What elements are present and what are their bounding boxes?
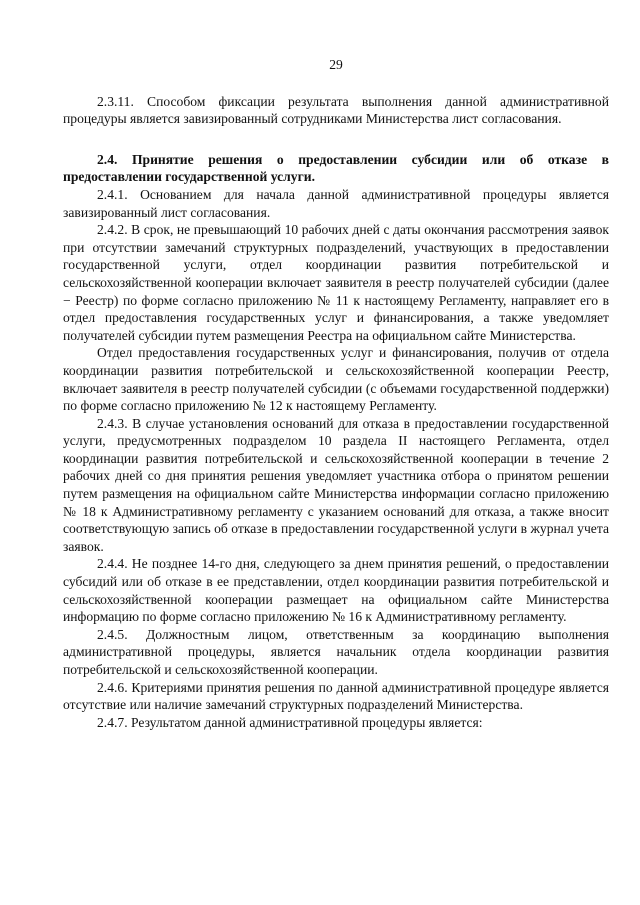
document-page [63, 56, 609, 731]
paragraph-2-4-2: 2.4.2. В срок, не превышающий 10 рабочих дней с даты окончания рассмотрения заявок при отсутствии замечаний структурных подразделений, участвующих в предоставлении государственной услуги, отдел координации развития потребительской и сельскохозяйственной кооперации включает заявителя в реестр получателей субсидии (далее − Реестр) по форме согласно приложению № 11 к настоящему Регламенту, направляет его в отдел предоставления государственных услуг и финансирования, а также уведомляет получателей субсидии путем размещения Реестра на официальном сайте Министерства. [63, 222, 609, 343]
paragraph-2-4-7: 2.4.7. Результатом данной административной процедуры является: [97, 714, 483, 730]
paragraph-2-4-3: 2.4.3. В случае установления оснований для отказа в предоставлении государственной услуги, предусмотренных подразделом 10 раздела II настоящего Регламента, отдел координации развития потребительской и сельскохозяйственной кооперации в течение 2 рабочих дней со дня принятия решения уведомляет участника отбора о принятом решении путем размещения на официальном сайте Министерства информации согласно приложению № 18 к Административному регламенту с указанием оснований для отказа, а также вносит соответствующую запись об отказе в предоставлении государственной услуги в журнал учета заявок. [63, 415, 609, 554]
paragraph-2-4-6: 2.4.6. Критериями принятия решения по данной административной процедуре является отсутствие или наличие замечаний структурных подразделений Министерства. [63, 679, 609, 713]
page-number: 29 [329, 57, 343, 72]
paragraph-2-3-11: 2.3.11. Способом фиксации результата выполнения данной административной процедуры является завизированный сотрудниками Министерства лист согласования. [63, 93, 609, 127]
paragraph-2-4-5: 2.4.5. Должностным лицом, ответственным за координацию выполнения административной процедуры, является начальник отдела координации развития потребительской и сельскохозяйственной кооперации. [63, 626, 609, 677]
paragraph-2-4-4: 2.4.4. Не позднее 14-го дня, следующего за днем принятия решений, о предоставлении субсидий или об отказе в ее представлении, отдел координации развития потребительской и сельскохозяйственной кооперации размещает на официальном сайте Министерства информацию по форме согласно приложению № 16 к Административному регламенту. [63, 556, 609, 625]
section-heading-2-4: 2.4. Принятие решения о предоставлении субсидии или об отказе в предоставлении государственной услуги. [63, 151, 609, 185]
paragraph-registry-department: Отдел предоставления государственных услуг и финансирования, получив от отдела координации развития потребительской и сельскохозяйственной кооперации Реестр, включает заявителя в реестр получателей субсидии (с объемами государственной поддержки) по форме согласно приложению № 12 к настоящему Регламенту. [63, 345, 609, 414]
paragraph-2-4-1: 2.4.1. Основанием для начала данной административной процедуры является завизированный лист согласования. [63, 186, 609, 220]
